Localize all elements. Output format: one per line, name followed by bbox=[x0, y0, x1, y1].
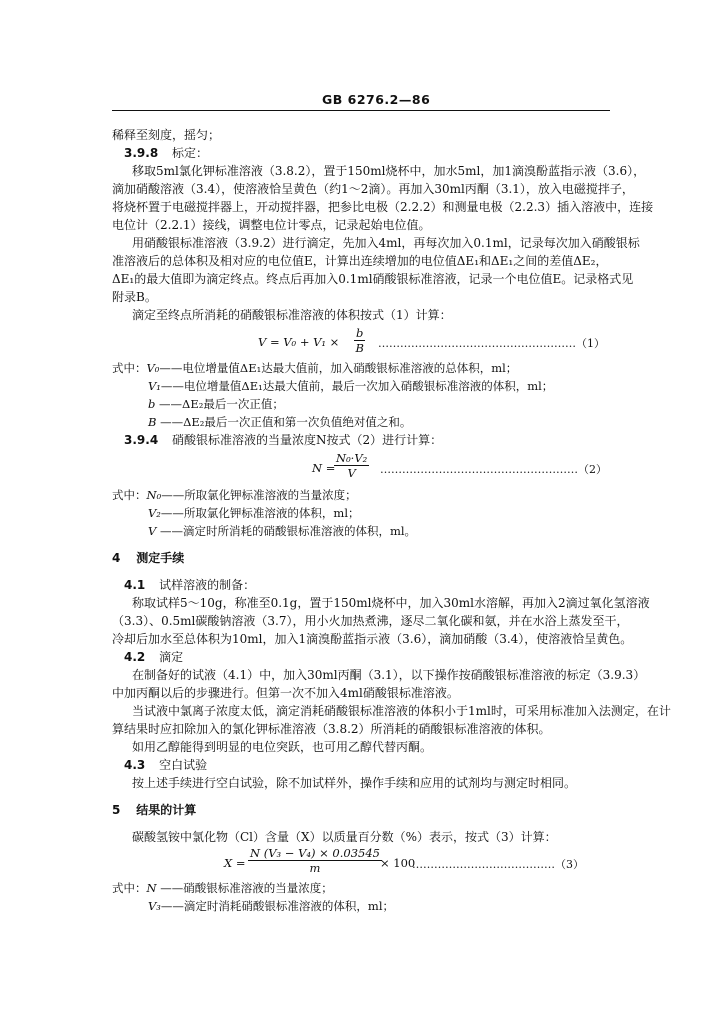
equation-lhs: X = bbox=[224, 856, 246, 870]
section-title: 测定手续 bbox=[136, 551, 185, 565]
variable-symbol: b bbox=[148, 397, 156, 411]
fraction-numerator: N (V₃ − V₄) × 0.03545 bbox=[250, 846, 380, 860]
section-4-2-heading bbox=[124, 649, 183, 665]
variable-row bbox=[148, 505, 360, 521]
text-line: 算结果时应扣除加入的氯化钾标准溶液（3.8.2）所消耗的硝酸银标准溶液的体积。 bbox=[112, 722, 551, 736]
section-title: 试样溶液的制备： bbox=[159, 578, 256, 592]
variable-row bbox=[148, 523, 416, 539]
equation-multiplier: × 100 bbox=[380, 856, 416, 870]
variable-symbol: N bbox=[146, 881, 157, 895]
section-title: 标定： bbox=[172, 146, 209, 160]
variable-desc: ——所取氯化钾标准溶液的当量浓度； bbox=[161, 488, 357, 502]
section-4-1-heading bbox=[124, 577, 255, 593]
section-number: 3.9.8 bbox=[124, 146, 159, 160]
section-title: 空白试验 bbox=[159, 758, 208, 772]
variable-row bbox=[148, 898, 394, 914]
equation-number: …………………………………（3） bbox=[412, 858, 584, 871]
fraction-denominator: B bbox=[355, 341, 364, 355]
equation-number: ………………………………………………（1） bbox=[378, 337, 605, 350]
variable-symbol: V₂ bbox=[148, 506, 161, 520]
section-4-heading bbox=[112, 550, 184, 566]
variable-desc: ——硝酸银标准溶液的当量浓度； bbox=[160, 881, 333, 895]
section-3-9-4-heading bbox=[124, 432, 442, 448]
variable-desc: ——电位增量值ΔE₁达最大值前，最后一次加入硝酸银标准溶液的体积，ml； bbox=[160, 379, 554, 393]
text-line: 称取试样5～10g，称准至0.1g，置于150ml烧杯中，加入30ml水溶解，再加入2滴过氧化氢溶液 bbox=[132, 596, 650, 610]
variable-row bbox=[148, 414, 411, 430]
variable-symbol: N₀ bbox=[146, 488, 162, 502]
paragraph-volume-intro: 滴定至终点所消耗的硝酸银标准溶液的体积按式（1）计算： bbox=[132, 308, 452, 322]
text-line: （3.3）、0.5ml碳酸钠溶液（3.7），用小火加热煮沸，逐尽二氧化碳和氨，并在水浴上蒸发至干， bbox=[112, 614, 629, 628]
variable-desc: ——电位增量值ΔE₁达最大值前，加入硝酸银标准溶液的总体积，ml； bbox=[159, 361, 518, 375]
section-number: 4.1 bbox=[124, 578, 146, 592]
text-line: 准溶液后的总体积及相对应的电位值E，计算出连续增加的电位值ΔE₁和ΔE₁之间的差值ΔE₂， bbox=[112, 254, 608, 268]
section-number: 4.2 bbox=[124, 650, 146, 664]
text-line: 电位计（2.2.1）接线，调整电位计零点，记录起始电位值。 bbox=[112, 218, 431, 232]
variable-row bbox=[148, 378, 553, 394]
equation-fraction bbox=[334, 451, 369, 480]
variable-symbol: V₀ bbox=[146, 361, 160, 375]
text-line: ΔE₁的最大值即为滴定终点。终点后再加入0.1ml硝酸银标准溶液，记录一个电位值E。记录格式见 bbox=[112, 272, 634, 286]
page-header: GB 6276.2—86 bbox=[322, 92, 431, 107]
paragraph-5: 碳酸氢铵中氯化物（Cl）含量（X）以质量百分数（%）表示，按式（3）计算： bbox=[132, 830, 557, 844]
section-number: 3.9.4 bbox=[124, 433, 159, 447]
variable-desc: ——ΔE₂最后一次正值和第一次负值绝对值之和。 bbox=[160, 415, 412, 429]
variable-row bbox=[148, 396, 284, 412]
variable-symbol: V bbox=[148, 524, 157, 538]
section-4-3-heading bbox=[124, 757, 207, 773]
text-line: 用硝酸银标准溶液（3.9.2）进行滴定，先加入4ml，再每次加入0.1ml，记录每次加入硝酸银标 bbox=[132, 236, 640, 250]
variable-desc: ——ΔE₂最后一次正值； bbox=[159, 397, 284, 411]
where-prefix: 式中： bbox=[112, 881, 147, 895]
text-line: 附录B。 bbox=[112, 290, 157, 304]
equation-fraction bbox=[248, 846, 382, 875]
text-line: 中加丙酮以后的步骤进行。但第一次不加入4ml硝酸银标准溶液。 bbox=[112, 686, 459, 700]
variable-symbol: V₁ bbox=[148, 379, 161, 393]
section-number: 5 bbox=[112, 803, 121, 817]
section-3-9-3-heading bbox=[124, 145, 208, 161]
section-title: 结果的计算 bbox=[136, 803, 197, 817]
text-line: 将烧杯置于电磁搅拌器上，开动搅拌器，把参比电极（2.2.2）和测量电极（2.2.3）插入溶液中，连接 bbox=[112, 200, 654, 214]
equation-fraction bbox=[354, 326, 365, 355]
equation-number: ………………………………………………（2） bbox=[380, 463, 607, 476]
fraction-denominator: V bbox=[347, 466, 356, 480]
text-line: 在制备好的试液（4.1）中，加入30ml丙酮（3.1），以下操作按硝酸银标准溶液的标定（3.9.3） bbox=[132, 668, 646, 682]
section-5-heading bbox=[112, 802, 196, 818]
variable-desc: ——滴定时所消耗的硝酸银标准溶液的体积，ml。 bbox=[159, 524, 417, 538]
variable-row bbox=[112, 487, 357, 503]
text-line: 滴加硝酸溶液（3.4），使溶液恰呈黄色（约1～2滴）。再加入30ml丙酮（3.1），放入电磁搅拌子， bbox=[112, 182, 634, 196]
variable-desc: ——滴定时消耗硝酸银标准溶液的体积，ml； bbox=[160, 899, 395, 913]
paragraph-4-2-c: 如用乙醇能得到明显的电位突跃，也可用乙醇代替丙酮。 bbox=[132, 740, 433, 754]
fraction-denominator: m bbox=[309, 861, 321, 875]
paragraph-dilute: 稀释至刻度，摇匀； bbox=[112, 128, 221, 142]
paragraph-4-3: 按上述手续进行空白试验，除不加试样外，操作手续和应用的试剂均与测定时相同。 bbox=[132, 776, 577, 790]
text-line: 移取5ml氯化钾标准溶液（3.8.2），置于150ml烧杯中，加水5ml，加1滴溴酚蓝指示液（3.6）， bbox=[132, 164, 646, 178]
section-number: 4.3 bbox=[124, 758, 146, 772]
header-rule bbox=[112, 110, 610, 111]
variable-symbol: V₃ bbox=[148, 899, 161, 913]
variable-desc: ——所取氯化钾标准溶液的体积，ml； bbox=[160, 506, 360, 520]
text-line: 冷却后加水至总体积为10ml，加入1滴溴酚蓝指示液（3.6），滴加硝酸（3.4），使溶液恰呈黄色。 bbox=[112, 632, 633, 646]
variable-symbol: B bbox=[148, 415, 157, 429]
fraction-numerator: b bbox=[356, 326, 364, 340]
section-title: 硝酸银标准溶液的当量浓度N按式（2）进行计算： bbox=[172, 433, 443, 447]
equation-lhs: V = V₀ + V₁ × bbox=[258, 335, 340, 349]
where-prefix: 式中： bbox=[112, 488, 147, 502]
equation-lhs: N = bbox=[312, 461, 336, 475]
section-number: 4 bbox=[112, 551, 121, 565]
text-line: 当试液中氯离子浓度太低，滴定消耗硝酸银标准溶液的体积小于1ml时，可采用标准加入法测定，在计 bbox=[132, 704, 671, 718]
variable-row bbox=[112, 880, 333, 896]
variable-row bbox=[112, 360, 517, 376]
section-title: 滴定 bbox=[159, 650, 184, 664]
where-prefix: 式中： bbox=[112, 361, 147, 375]
fraction-numerator: N₀·V₂ bbox=[336, 451, 368, 465]
